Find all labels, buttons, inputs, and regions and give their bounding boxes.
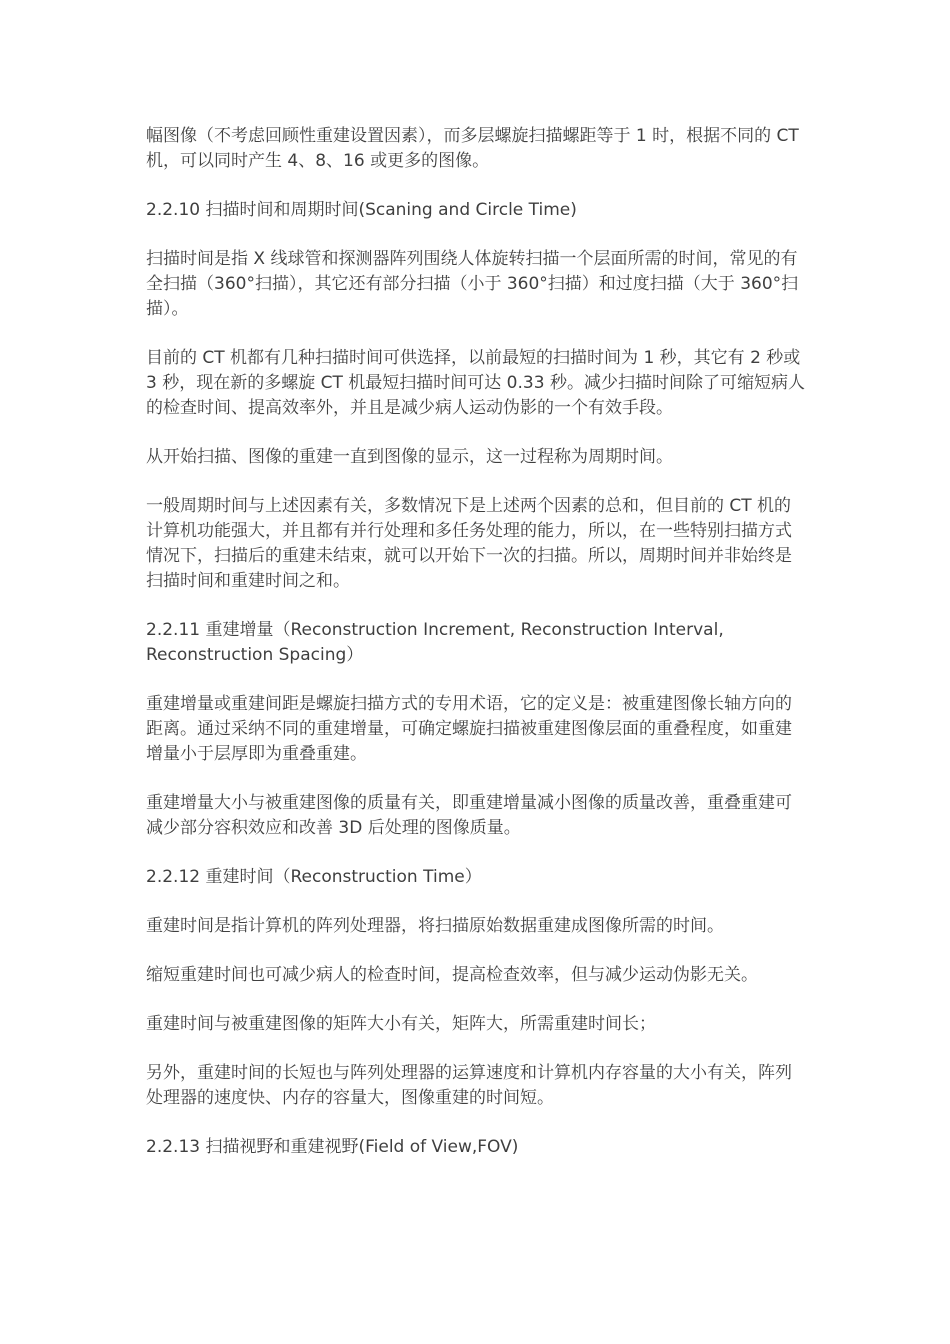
document-body: [146, 124, 808, 1184]
paragraph-increment-definition: 重建增量或重建间距是螺旋扫描方式的专用术语，它的定义是：被重建图像长轴方向的距离。通过采纳不同的重建增量，可确定螺旋扫描被重建图像层面的重叠程度，如重建增量小于层厚即为重叠重建。: [146, 694, 792, 764]
paragraph-cycle-time-definition: 从开始扫描、图像的重建一直到图像的显示，这一过程称为周期时间。: [146, 447, 673, 467]
paragraph-recon-time-hardware: 另外，重建时间的长短也与阵列处理器的运算速度和计算机内存容量的大小有关，阵列处理器的速度快、内存的容量大，图像重建的时间短。: [146, 1063, 792, 1108]
heading-field-of-view: 2.2.13 扫描视野和重建视野(Field of View,FOV): [146, 1137, 519, 1157]
heading-reconstruction-increment: 2.2.11 重建增量（Reconstruction Increment, Reconstruction Interval, Reconstruction Spacing）: [146, 620, 724, 665]
heading-scan-cycle-time: 2.2.10 扫描时间和周期时间(Scaning and Circle Time): [146, 200, 577, 220]
paragraph-increment-quality: 重建增量大小与被重建图像的质量有关，即重建增量减小图像的质量改善，重叠重建可减少部分容积效应和改善 3D 后处理的图像质量。: [146, 793, 792, 838]
paragraph-image-count: 幅图像（不考虑回顾性重建设置因素），而多层螺旋扫描螺距等于 1 时，根据不同的 CT 机，可以同时产生 4、8、16 或更多的图像。: [146, 126, 799, 171]
paragraph-scan-time-definition: 扫描时间是指 X 线球管和探测器阵列围绕人体旋转扫描一个层面所需的时间，常见的有全扫描（360°扫描），其它还有部分扫描（小于 360°扫描）和过度扫描（大于 360°扫描）。: [146, 249, 799, 319]
paragraph-recon-time-definition: 重建时间是指计算机的阵列处理器，将扫描原始数据重建成图像所需的时间。: [146, 916, 724, 936]
paragraph-recon-time-matrix: 重建时间与被重建图像的矩阵大小有关，矩阵大，所需重建时间长；: [146, 1014, 656, 1034]
paragraph-cycle-time-factors: 一般周期时间与上述因素有关，多数情况下是上述两个因素的总和，但目前的 CT 机的计算机功能强大，并且都有并行处理和多任务处理的能力，所以，在一些特别扫描方式情况下，扫描后的重建未结束，就可以开始下一次的扫描。所以，周期时间并非始终是扫描时间和重建时间之和。: [146, 496, 792, 591]
paragraph-scan-time-options: 目前的 CT 机都有几种扫描时间可供选择，以前最短的扫描时间为 1 秒，其它有 2 秒或 3 秒，现在新的多螺旋 CT 机最短扫描时间可达 0.33 秒。减少扫描时间除了可缩短病人的检查时间、提高效率外，并且是减少病人运动伪影的一个有效手段。: [146, 348, 805, 418]
paragraph-recon-time-benefit: 缩短重建时间也可减少病人的检查时间，提高检查效率，但与减少运动伪影无关。: [146, 965, 758, 985]
heading-reconstruction-time: 2.2.12 重建时间（Reconstruction Time）: [146, 867, 482, 887]
